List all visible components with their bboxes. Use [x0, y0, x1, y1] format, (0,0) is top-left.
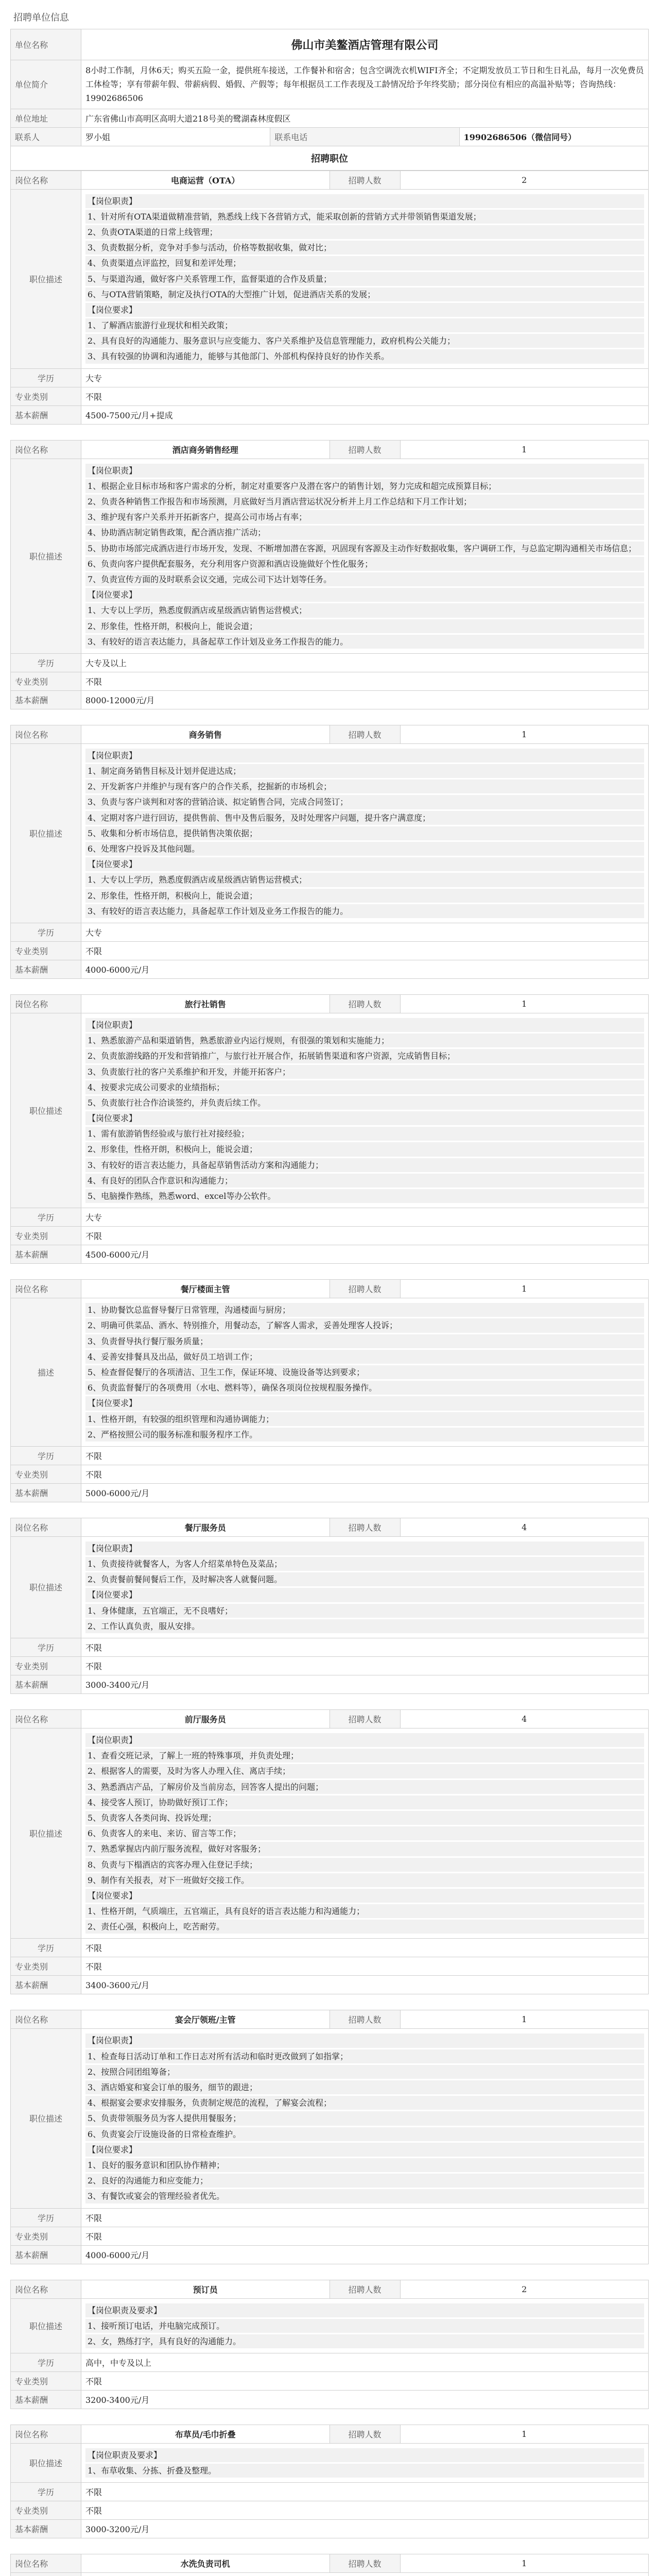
position-label: 岗位名称 [11, 725, 81, 743]
desc-line: 2、负责餐前餐间餐后工作，及时解决客人就餐问题。 [85, 1572, 644, 1586]
desc-line: 3、酒店婚宴和宴会订单的服务，细节的跟进； [85, 2080, 644, 2094]
desc-line: 1、协助餐饮总监督导餐厅日常管理，沟通楼面与厨房； [85, 1303, 644, 1317]
edu-label: 学历 [11, 1208, 81, 1227]
contact-label: 联系人 [11, 127, 81, 146]
position-label: 岗位名称 [11, 2554, 81, 2573]
position-title: 餐厅楼面主管 [81, 1280, 330, 1298]
phone-value[interactable]: 19902686506（微信同号） [459, 127, 648, 146]
major-label: 专业类别 [11, 2227, 81, 2245]
position-title: 布草员/毛巾折叠 [81, 2425, 330, 2444]
edu-value: 不限 [81, 2483, 649, 2501]
position-label: 岗位名称 [11, 994, 81, 1013]
job-table [10, 994, 649, 1264]
desc-line: 2、明确可供菜品、酒水、特别推介，用餐动态，了解客人需求，妥善处理客人投诉； [85, 1318, 644, 1332]
major-label: 专业类别 [11, 387, 81, 405]
headcount-value: 4 [400, 1710, 649, 1728]
edu-label: 学历 [11, 368, 81, 387]
desc-line: 1、根据企业目标市场和客户需求的分析，制定对重要客户及潜在客户的销售计划，努力完成和超完成预算目标； [85, 479, 644, 493]
desc-line: 【岗位职责】 [85, 1018, 644, 1032]
desc-label [11, 2573, 81, 2576]
major-value: 不限 [81, 387, 649, 405]
salary-value: 8000-12000元/月 [81, 690, 649, 709]
desc-label: 职位描述 [11, 1013, 81, 1208]
desc-line: 4、按要求完成公司要求的业绩指标； [85, 1080, 644, 1094]
headcount-value: 1 [400, 2425, 649, 2444]
edu-label: 学历 [11, 1638, 81, 1657]
desc-text [81, 743, 649, 923]
position-label: 岗位名称 [11, 2010, 81, 2029]
desc-line: 1、制定商务销售目标及计划并促进达成； [85, 764, 644, 778]
major-label: 专业类别 [11, 941, 81, 960]
headcount-label: 招聘人数 [330, 725, 400, 743]
major-label: 专业类别 [11, 2501, 81, 2520]
desc-line: 3、维护现有客户关系并开拓新客户，提高公司市场占有率； [85, 510, 644, 524]
position-label: 岗位名称 [11, 171, 81, 189]
desc-line: 2、良好的沟通能力和应变能力； [85, 2174, 644, 2188]
job-block [10, 171, 649, 425]
desc-label: 职位描述 [11, 743, 81, 923]
desc-line: 【岗位要求】 [85, 1889, 644, 1903]
edu-value: 不限 [81, 1939, 649, 1957]
desc-line: 【岗位职责及要求】 [85, 2303, 644, 2317]
salary-label: 基本薪酬 [11, 1245, 81, 1264]
desc-line: 2、形象佳，性格开朗，积极向上，能说会道； [85, 1142, 644, 1156]
desc-text [81, 2298, 649, 2353]
job-block [10, 1994, 649, 2264]
job-block [10, 2264, 649, 2410]
job-block [10, 2538, 649, 2576]
desc-line: 4、定期对客户进行回访，提供售前、售中及售后服务，及时处理客户问题，提升客户满意度； [85, 811, 644, 825]
desc-line: 1、大专以上学历，熟悉度假酒店或星级酒店销售运营模式； [85, 603, 644, 617]
job-spacer [10, 2409, 649, 2425]
edu-value: 大专及以上 [81, 653, 649, 672]
company-label: 单位名称 [11, 29, 81, 60]
position-label: 岗位名称 [11, 2280, 81, 2298]
edu-value: 不限 [81, 1638, 649, 1657]
desc-line: 4、协助酒店制定销售政策，配合酒店推广活动； [85, 526, 644, 539]
major-value: 不限 [81, 2501, 649, 2520]
major-value: 不限 [81, 1957, 649, 1976]
headcount-value: 1 [400, 1280, 649, 1298]
major-label: 专业类别 [11, 1657, 81, 1675]
position-title: 商务销售 [81, 725, 330, 743]
desc-line: 6、处理客户投诉及其他问题。 [85, 842, 644, 856]
headcount-label: 招聘人数 [330, 2425, 400, 2444]
job-spacer [10, 1502, 649, 1518]
position-title: 电商运营（OTA） [81, 171, 330, 189]
headcount-value: 1 [400, 725, 649, 743]
position-label: 岗位名称 [11, 1518, 81, 1536]
desc-text [81, 459, 649, 653]
desc-line: 2、根据客人的需要，及时为客人办理入住、离店手续； [85, 1764, 644, 1778]
desc-text [81, 1298, 649, 1447]
job-table [10, 2010, 649, 2264]
position-label: 岗位名称 [11, 440, 81, 459]
salary-value: 3400-3600元/月 [81, 1976, 649, 1994]
desc-line: 1、熟悉旅游产品和渠道销售，熟悉旅游业内运行规则，有很强的策划和实施能力； [85, 1033, 644, 1047]
job-spacer [10, 1264, 649, 1279]
desc-text [81, 1536, 649, 1638]
edu-value: 高中，中专及以上 [81, 2353, 649, 2372]
edu-label: 学历 [11, 1446, 81, 1465]
desc-line: 5、电脑操作熟练，熟悉word、excel等办公软件。 [85, 1189, 644, 1203]
salary-value: 4500-6000元/月 [81, 1245, 649, 1264]
headcount-label: 招聘人数 [330, 2280, 400, 2298]
salary-value: 3000-3200元/月 [81, 2520, 649, 2538]
desc-line: 2、负责OTA渠道的日常上线管理； [85, 225, 644, 239]
address-label: 单位地址 [11, 109, 81, 127]
desc-line: 6、负责宴会厅设施设备的日常检查维护。 [85, 2127, 644, 2141]
salary-label: 基本薪酬 [11, 1483, 81, 1502]
desc-line: 5、负责旅行社合作洽谈签约，并负责后续工作。 [85, 1096, 644, 1110]
desc-line: 3、熟悉酒店产品，了解房价及当前房态，回答客人提出的问题； [85, 1780, 644, 1794]
desc-line: 8、负责与下榻酒店的宾客办理入住登记手续； [85, 1858, 644, 1872]
desc-label: 职位描述 [11, 1728, 81, 1939]
edu-value: 大专 [81, 923, 649, 941]
job-spacer [10, 979, 649, 994]
desc-line: 【岗位职责】 [85, 2033, 644, 2047]
desc-line: 6、与OTA营销策略，制定及执行OTA的大型推广计划，促进酒店关系的发展； [85, 287, 644, 301]
desc-line: 3、有较好的语言表达能力，具备起草工作计划及业务工作报告的能力。 [85, 635, 644, 649]
desc-line: 1、了解酒店旅游行业现状和相关政策； [85, 318, 644, 332]
major-label: 专业类别 [11, 1227, 81, 1245]
salary-label: 基本薪酬 [11, 1976, 81, 1994]
desc-line: 2、严格按照公司的服务标准和服务程序工作。 [85, 1428, 644, 1442]
desc-line: 【岗位要求】 [85, 303, 644, 317]
job-table [10, 1279, 649, 1502]
desc-line: 6、负责向客户提供配套服务，充分利用客户资源和酒店设施做好个性化服务； [85, 557, 644, 571]
major-label: 专业类别 [11, 1957, 81, 1976]
company-address: 广东省佛山市高明区高明大道218号美的鹭湖森林度假区 [81, 109, 649, 127]
desc-line: 【岗位职责及要求】 [85, 2448, 644, 2462]
headcount-label: 招聘人数 [330, 994, 400, 1013]
headcount-value: 2 [400, 171, 649, 189]
headcount-value: 4 [400, 1518, 649, 1536]
jobs-list [10, 171, 649, 2576]
salary-label: 基本薪酬 [11, 1675, 81, 1694]
salary-value: 4000-6000元/月 [81, 960, 649, 978]
major-value: 不限 [81, 2227, 649, 2245]
major-value: 不限 [81, 1657, 649, 1675]
major-value: 不限 [81, 1227, 649, 1245]
desc-line: 【岗位要求】 [85, 2143, 644, 2157]
desc-line: 【岗位要求】 [85, 1111, 644, 1125]
desc-line: 3、具有较强的协调和沟通能力，能够与其他部门、外部机构保持良好的协作关系。 [85, 349, 644, 363]
job-block [10, 709, 649, 979]
jobs-heading: 招聘职位 [11, 146, 649, 170]
position-title: 旅行社销售 [81, 994, 330, 1013]
desc-line: 1、负责接待就餐客人，为客人介绍菜单特色及菜品； [85, 1557, 644, 1571]
job-spacer [10, 1694, 649, 1709]
headcount-label: 招聘人数 [330, 1518, 400, 1536]
job-table [10, 1709, 649, 1994]
desc-line: 【岗位要求】 [85, 588, 644, 602]
desc-line: 【岗位职责】 [85, 464, 644, 478]
position-title: 前厅服务员 [81, 1710, 330, 1728]
desc-text [81, 189, 649, 368]
major-value: 不限 [81, 941, 649, 960]
desc-line: 4、妥善安排餐具及出品，做好员工培训工作； [85, 1350, 644, 1364]
desc-line: 1、性格开朗，气质端庄，五官端正，具有良好的语言表达能力和沟通能力； [85, 1904, 644, 1918]
headcount-label: 招聘人数 [330, 1280, 400, 1298]
desc-label: 职位描述 [11, 459, 81, 653]
major-value: 不限 [81, 2372, 649, 2391]
desc-line: 2、负责各种销售工作报告和市场预测，月底做好当月酒店营运状况分析并上月工作总结和下月工作计划； [85, 495, 644, 509]
job-block [10, 425, 649, 709]
desc-label: 职位描述 [11, 1536, 81, 1638]
desc-line: 4、接受客人预订，协助做好预订工作； [85, 1795, 644, 1809]
desc-line: 1、查看交班记录，了解上一班的特殊事项，并负责处理； [85, 1749, 644, 1762]
job-table [10, 2425, 649, 2538]
desc-line: 【岗位职责】 [85, 1541, 644, 1555]
desc-text [81, 2444, 649, 2483]
edu-label: 学历 [11, 2353, 81, 2372]
desc-line: 6、负责客人的来电、来访、留言等工作； [85, 1826, 644, 1840]
job-block [10, 2409, 649, 2538]
edu-label: 学历 [11, 2208, 81, 2227]
desc-line: 1、良好的服务意识和团队协作精神； [85, 2158, 644, 2172]
job-block [10, 979, 649, 1264]
desc-line: 3、有较好的语言表达能力，具备起草工作计划及业务工作报告的能力。 [85, 904, 644, 918]
desc-label: 职位描述 [11, 2029, 81, 2208]
headcount-value: 1 [400, 440, 649, 459]
edu-value: 大专 [81, 368, 649, 387]
desc-line: 【岗位要求】 [85, 1396, 644, 1410]
desc-label: 职位描述 [11, 189, 81, 368]
desc-line: 【岗位职责】 [85, 749, 644, 762]
desc-line: 2、负责旅游线路的开发和营销推广，与旅行社开展合作，拓展销售渠道和客户资源，完成销售目标； [85, 1049, 644, 1063]
desc-text [81, 1728, 649, 1939]
section-title: 招聘单位信息 [13, 12, 69, 23]
contact-name: 罗小姐 [81, 127, 270, 146]
position-title: 宴会厅领班/主管 [81, 2010, 330, 2029]
salary-label: 基本薪酬 [11, 2245, 81, 2264]
desc-line: 4、负责渠道点评监控，回复和差评处理； [85, 256, 644, 270]
desc-line: 7、熟悉掌握店内前厅服务流程，做好对客服务； [85, 1842, 644, 1856]
desc-line: 1、布草收集、分拣、折叠及整理。 [85, 2464, 644, 2478]
desc-line: 7、负责宣传方面的及时联系会议交通，完成公司下达计划等任务。 [85, 572, 644, 586]
headcount-label: 招聘人数 [330, 2554, 400, 2573]
job-table [10, 171, 649, 425]
edu-label: 学历 [11, 653, 81, 672]
desc-line: 5、与渠道沟通，做好客户关系管理工作，监督渠道的合作及质量； [85, 272, 644, 286]
intro-label: 单位简介 [11, 60, 81, 109]
headcount-label: 招聘人数 [330, 1710, 400, 1728]
position-title: 水洗负责司机 [81, 2554, 330, 2573]
desc-line: 6、负责监督餐厅的各项费用（水电、燃料等），确保各项岗位按规程服务操作。 [85, 1381, 644, 1395]
job-spacer [10, 1994, 649, 2010]
desc-line: 1、大专以上学历，熟悉度假酒店或星级酒店销售运营模式； [85, 873, 644, 887]
salary-value: 5000-6000元/月 [81, 1483, 649, 1502]
major-label: 专业类别 [11, 2372, 81, 2391]
desc-line: 1、需有旅游销售经验或与旅行社对接经验； [85, 1127, 644, 1141]
job-table [10, 2554, 649, 2576]
job-block [10, 1694, 649, 1994]
job-spacer [10, 709, 649, 725]
desc-line: 4、根据宴会要求安排服务，负责制定规范的流程，了解宴会流程； [85, 2096, 644, 2110]
position-label: 岗位名称 [11, 2425, 81, 2444]
desc-label: 职位描述 [11, 2298, 81, 2353]
job-table [10, 725, 649, 979]
desc-line: 3、有较好的语言表达能力，具备起草销售活动方案和沟通能力； [85, 1158, 644, 1172]
position-label: 岗位名称 [11, 1710, 81, 1728]
job-block [10, 1264, 649, 1502]
salary-label: 基本薪酬 [11, 405, 81, 424]
desc-line: 2、形象佳，性格开朗，积极向上，能说会道； [85, 619, 644, 633]
job-block [10, 1502, 649, 1694]
desc-line: 【岗位职责】 [85, 194, 644, 208]
desc-line: 【岗位要求】 [85, 1588, 644, 1602]
desc-line: 2、女，熟练打字，具有良好的沟通能力。 [85, 2334, 644, 2348]
desc-line: 2、工作认真负责，服从安排。 [85, 1619, 644, 1633]
headcount-value: 1 [400, 994, 649, 1013]
edu-value: 不限 [81, 1446, 649, 1465]
salary-label: 基本薪酬 [11, 690, 81, 709]
salary-label: 基本薪酬 [11, 2391, 81, 2409]
desc-line: 1、检查每日活动订单和工作日志对所有活动和临时更改做到了如指掌； [85, 2049, 644, 2063]
edu-label: 学历 [11, 2483, 81, 2501]
major-label: 专业类别 [11, 672, 81, 690]
salary-value: 4500-7500元/月+提成 [81, 405, 649, 424]
desc-line: 5、协助市场部完成酒店进行市场开发，发现、不断增加潜在客源，巩固现有客源及主动作好数据收集，客户调研工作，与总监定期沟通相关市场信息； [85, 541, 644, 555]
position-title: 酒店商务销售经理 [81, 440, 330, 459]
desc-line: 1、针对所有OTA渠道做精准营销，熟悉线上线下各营销方式，能采取创新的营销方式并带领销售渠道发展； [85, 210, 644, 224]
desc-line: 3、负责与客户谈判和对客的营销洽谈、拟定销售合同，完成合同签订； [85, 795, 644, 809]
company-table [10, 29, 649, 171]
job-spacer [10, 2264, 649, 2280]
desc-line: 5、收集和分析市场信息，提供销售决策依据； [85, 826, 644, 840]
desc-line: 2、形象佳，性格开朗，积极向上，能说会道； [85, 889, 644, 903]
desc-line: 2、开发新客户并维护与现有客户的合作关系，挖掘新的市场机会； [85, 779, 644, 793]
job-spacer [10, 2538, 649, 2554]
desc-line: 4、有良好的团队合作意识和沟通能力； [85, 1174, 644, 1188]
job-table [10, 440, 649, 709]
job-table [10, 1518, 649, 1694]
company-intro: 8小时工作制，月休6天；购买五险一金，提供班车接送，工作餐补和宿舍；包含空调洗衣机WIFI齐全；不定期发放员工节日和生日礼品，每月一次免费员工体检等；享有带薪年假、带薪病假、婚假、产假等；每年根据员工工作表现及工龄情况给予年终奖励；部分岗位有相应的高温补贴等；咨询热线：19902686506 [81, 60, 649, 109]
desc-line: 【岗位要求】 [85, 857, 644, 871]
desc-line: 1、接听预订电话，并电脑完成预订。 [85, 2319, 644, 2333]
position-title: 预订员 [81, 2280, 330, 2298]
headcount-label: 招聘人数 [330, 440, 400, 459]
position-title: 餐厅服务员 [81, 1518, 330, 1536]
desc-label: 职位描述 [11, 2444, 81, 2483]
major-value: 不限 [81, 1465, 649, 1483]
headcount-value: 1 [400, 2010, 649, 2029]
desc-line: 【岗位职责】 [85, 1733, 644, 1747]
desc-text [81, 2573, 649, 2576]
desc-line: 3、有餐饮或宴会的管理经验者优先。 [85, 2189, 644, 2203]
desc-line: 1、身体健康，五官端正，无不良嗜好； [85, 1604, 644, 1618]
desc-line: 3、负责旅行社的客户关系维护和开发，并能开拓客户； [85, 1065, 644, 1079]
desc-line: 5、负责带领服务员为客人提供用餐服务； [85, 2111, 644, 2125]
desc-line: 2、按照合同团组筹备； [85, 2065, 644, 2079]
desc-line: 2、责任心强，积极向上，吃苦耐劳。 [85, 1920, 644, 1934]
edu-label: 学历 [11, 923, 81, 941]
salary-value: 3200-3400元/月 [81, 2391, 649, 2409]
company-name: 佛山市美鳌酒店管理有限公司 [81, 29, 649, 60]
salary-value: 4000-6000元/月 [81, 2245, 649, 2264]
edu-value: 大专 [81, 1208, 649, 1227]
desc-line: 3、负责督导执行餐厅服务质量； [85, 1334, 644, 1348]
desc-line: 5、检查督促餐厅的各项清洁、卫生工作，保证环境、设施设备等达到要求； [85, 1365, 644, 1379]
desc-label: 描述 [11, 1298, 81, 1447]
desc-line: 2、具有良好的沟通能力、服务意识与应变能力、客户关系维护及信息管理能力，政府机构公关能力； [85, 334, 644, 348]
headcount-value: 2 [400, 2280, 649, 2298]
major-value: 不限 [81, 672, 649, 690]
desc-line: 3、负责数据分析，竞争对手参与活动，价格等数据收集，做对比； [85, 241, 644, 255]
edu-label: 学历 [11, 1939, 81, 1957]
desc-line: 9、制作有关报表，对下一班做好交接工作。 [85, 1873, 644, 1887]
headcount-value: 1 [400, 2554, 649, 2573]
salary-value: 3000-3400元/月 [81, 1675, 649, 1694]
job-spacer [10, 425, 649, 440]
desc-line: 1、性格开朗，有较强的组织管理和沟通协调能力； [85, 1412, 644, 1426]
salary-label: 基本薪酬 [11, 960, 81, 978]
desc-text [81, 2029, 649, 2208]
job-table [10, 2280, 649, 2410]
position-label: 岗位名称 [11, 1280, 81, 1298]
headcount-label: 招聘人数 [330, 2010, 400, 2029]
desc-line: 5、负责客人各类问询、投诉处理； [85, 1811, 644, 1825]
phone-label: 联系电话 [270, 127, 459, 146]
major-label: 专业类别 [11, 1465, 81, 1483]
salary-label: 基本薪酬 [11, 2520, 81, 2538]
desc-text [81, 1013, 649, 1208]
headcount-label: 招聘人数 [330, 171, 400, 189]
edu-value: 不限 [81, 2208, 649, 2227]
